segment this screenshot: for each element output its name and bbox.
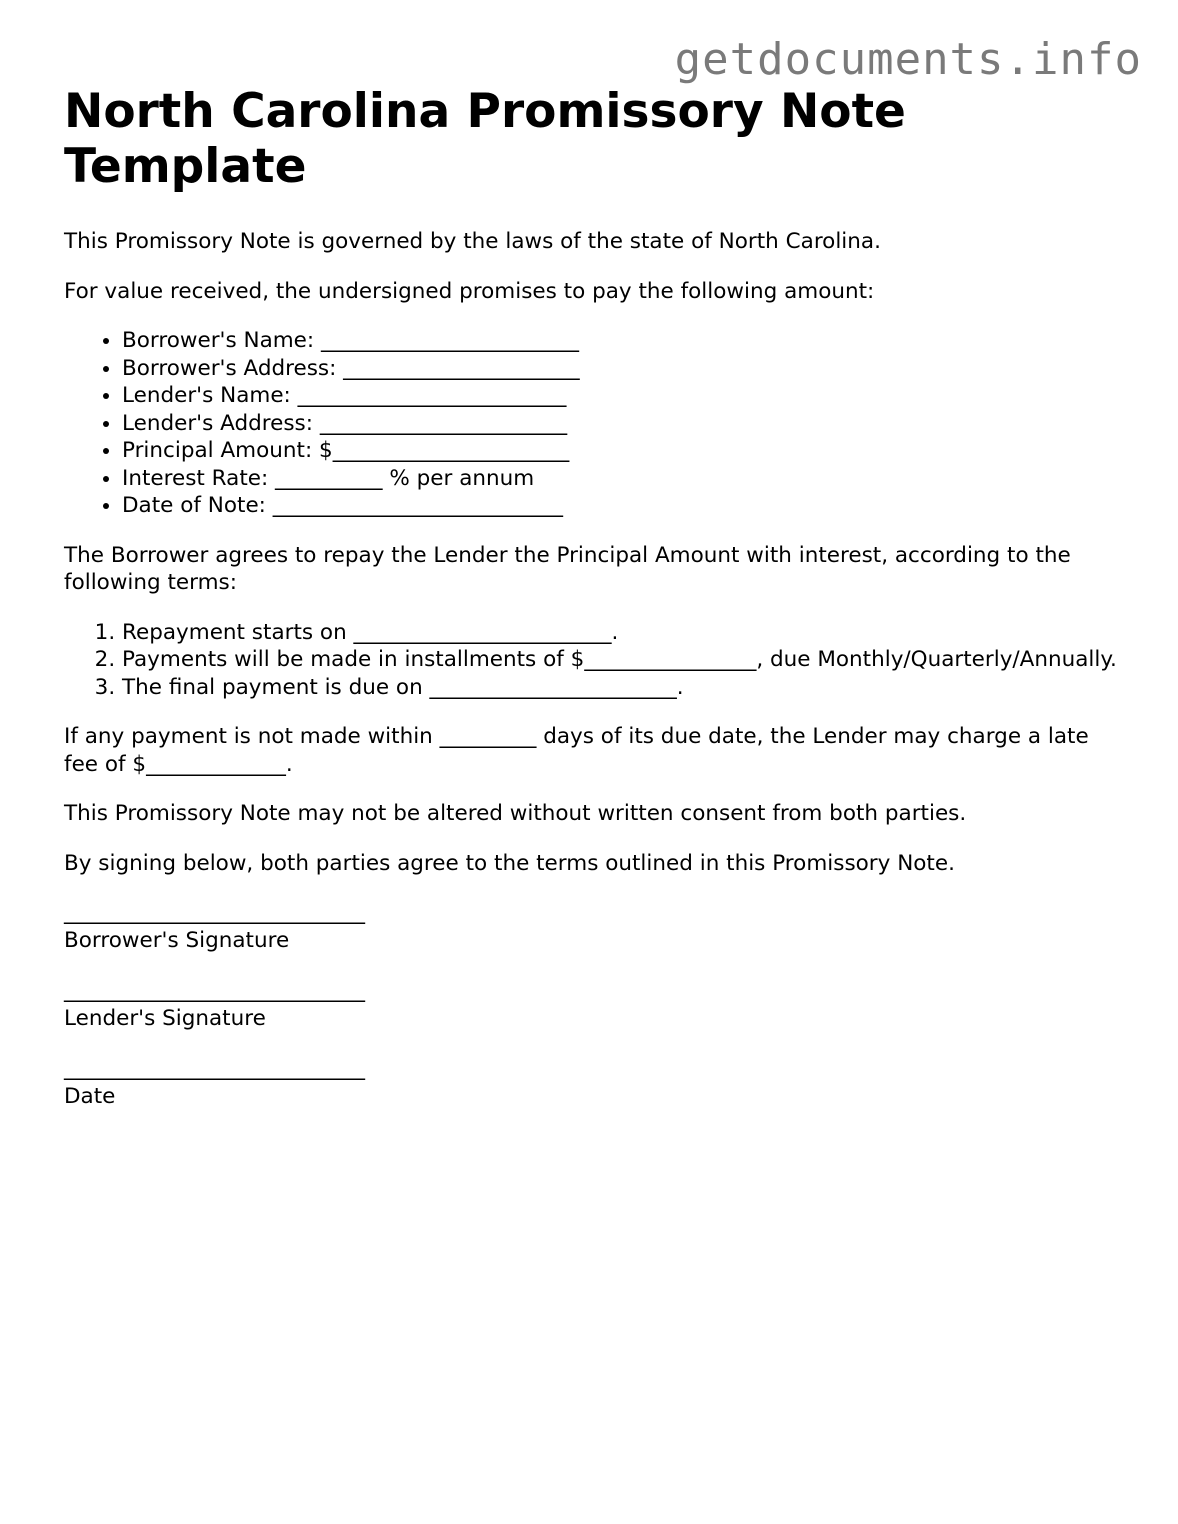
date-signature-label: Date xyxy=(64,1083,116,1109)
page-title: North Carolina Promissory Note Template xyxy=(64,84,906,194)
terms-list xyxy=(64,619,1124,702)
lender-signature-label: Lender's Signature xyxy=(64,1005,266,1031)
field-borrower-name: • Borrower's Name: ________________________ xyxy=(122,327,1124,355)
terms-intro-paragraph: The Borrower agrees to repay the Lender the Principal Amount with interest, according to the following terms: xyxy=(64,542,1071,595)
field-interest-rate: • Interest Rate: __________ % per annum xyxy=(122,465,1124,493)
term-installments: 2. Payments will be made in installments of $________________, due Monthly/Quarterly/Annually. xyxy=(122,646,1124,674)
party-fields-list xyxy=(64,327,1124,520)
date-signature-line: ____________________________ xyxy=(64,1056,365,1081)
lender-signature xyxy=(64,977,1124,1032)
lead-paragraph: For value received, the undersigned promises to pay the following amount: xyxy=(64,278,875,304)
field-lender-address: • Lender's Address: _______________________ xyxy=(122,410,1124,438)
field-principal-amount: • Principal Amount: $______________________ xyxy=(122,437,1124,465)
borrower-signature xyxy=(64,899,1124,954)
signature-block xyxy=(64,899,1124,1110)
agreement-paragraph: By signing below, both parties agree to the terms outlined in this Promissory Note. xyxy=(64,850,955,876)
borrower-signature-line: ____________________________ xyxy=(64,900,365,925)
lender-signature-line: ____________________________ xyxy=(64,978,365,1003)
alteration-paragraph: This Promissory Note may not be altered without written consent from both parties. xyxy=(64,801,967,826)
document-page xyxy=(64,84,1124,1133)
field-date-of-note: • Date of Note: ___________________________ xyxy=(122,492,1124,520)
term-repayment-start: 1. Repayment starts on ________________________. xyxy=(122,619,1124,647)
field-lender-name: • Lender's Name: _________________________ xyxy=(122,382,1124,410)
field-borrower-address: • Borrower's Address: ______________________ xyxy=(122,355,1124,383)
late-fee-paragraph: If any payment is not made within _________ days of its due date, the Lender may charge a late fee of $_____________. xyxy=(64,724,1089,777)
term-final-payment: 3. The final payment is due on _______________________. xyxy=(122,674,1124,702)
borrower-signature-label: Borrower's Signature xyxy=(64,927,290,953)
intro-paragraph: This Promissory Note is governed by the laws of the state of North Carolina. xyxy=(64,229,881,254)
watermark: getdocuments.info xyxy=(674,34,1142,85)
date-signature xyxy=(64,1055,1124,1110)
